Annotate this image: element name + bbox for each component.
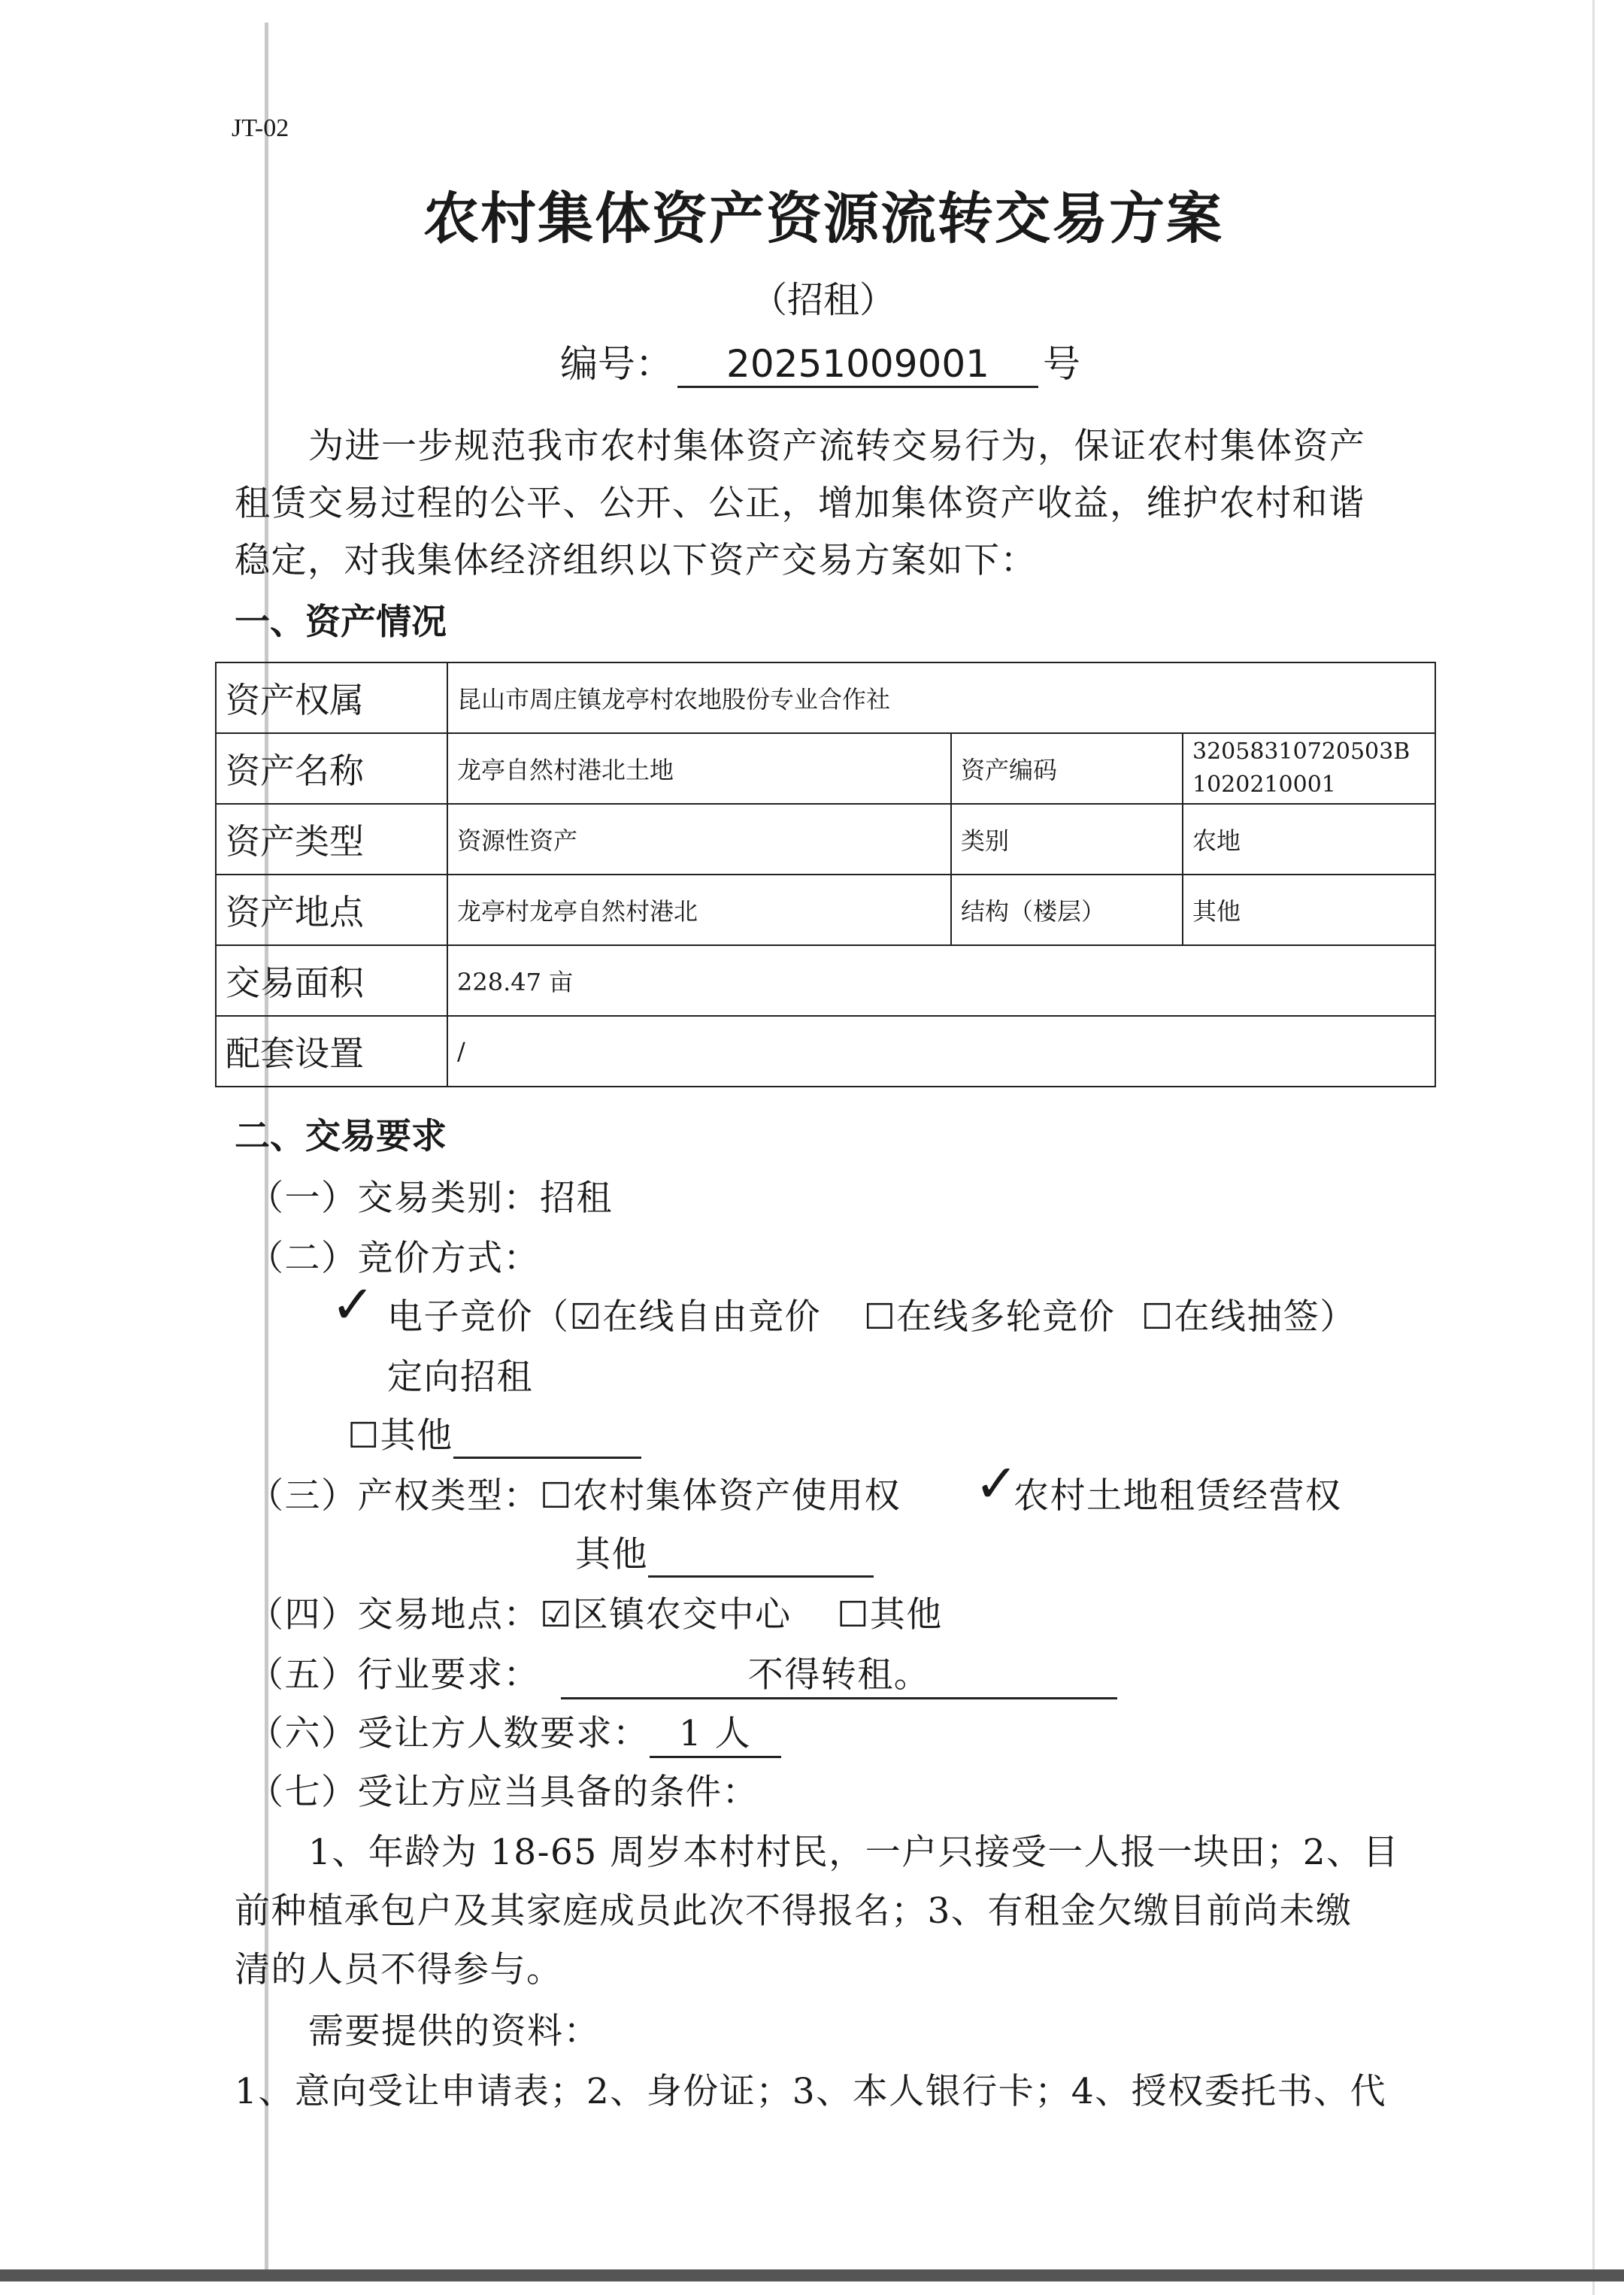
item-6-label: （六）受让方人数要求： [248, 1713, 650, 1754]
lease-right-tick-icon: ✓ [974, 1453, 1019, 1514]
directed-lease-label: 定向招租 [387, 1357, 533, 1398]
item-5-label: （五）行业要求： [248, 1654, 540, 1696]
asset-code-label: 资产编码 [951, 733, 1183, 804]
scan-bottom-edge [0, 2269, 1624, 2281]
owner-value: 昆山市周庄镇龙亭村农地股份专业合作社 [447, 662, 1435, 733]
land-lease-right-label: 农村土地租赁经营权 [1013, 1475, 1342, 1517]
item-2-options [387, 1289, 1356, 1339]
asset-code-line-1: 32058310720503B [1192, 738, 1410, 765]
serial-number-suffix: 号 [1043, 342, 1080, 386]
table-row [216, 804, 1435, 875]
location-label: 资产地点 [216, 875, 447, 945]
category-value: 农地 [1183, 804, 1435, 875]
transferee-count-value: 1 人 [650, 1705, 781, 1758]
multi-round-bid-label: 在线多轮竞价 [896, 1296, 1116, 1338]
section-2-heading: 二、交易要求 [235, 1116, 447, 1157]
intro-line-2: 租赁交易过程的公平、公开、公正，增加集体资产收益，维护农村和谐 [235, 483, 1365, 524]
electronic-bid-label: 电子竞价（ [387, 1296, 570, 1338]
structure-value: 其他 [1183, 875, 1435, 945]
asset-code-line-2: 1020210001 [1192, 772, 1336, 798]
asset-code-value [1183, 733, 1435, 804]
serial-number-value: 20251009001 [677, 342, 1038, 388]
checked-box-icon: ☑ [540, 1594, 573, 1636]
table-row [216, 1016, 1435, 1087]
condition-line-2: 前种植承包户及其家庭成员此次不得报名；3、有租金欠缴目前尚未缴 [235, 1890, 1353, 1932]
electronic-tick-icon: ✓ [331, 1274, 375, 1335]
facility-label: 配套设置 [216, 1016, 447, 1087]
table-row [216, 875, 1435, 945]
asset-name-label: 资产名称 [216, 733, 447, 804]
item-3-label: （三）产权类型： [248, 1475, 540, 1517]
section-1-heading: 一、资产情况 [235, 602, 447, 643]
item-2-other-blank [453, 1415, 641, 1459]
document-code: JT-02 [232, 114, 289, 142]
serial-number-label: 编号： [560, 342, 673, 386]
item-4-other-label: 其他 [869, 1594, 943, 1636]
intro-line-1: 为进一步规范我市农村集体资产流转交易行为，保证农村集体资产 [308, 426, 1366, 467]
condition-line-3: 清的人员不得参与。 [235, 1949, 563, 1990]
item-2-other-label: 其他 [380, 1415, 453, 1457]
serial-number-row [560, 334, 1080, 388]
empty-box-icon: ☐ [863, 1296, 897, 1338]
table-row [216, 733, 1435, 804]
structure-label: 结构（楼层） [951, 875, 1183, 945]
item-4 [248, 1587, 943, 1637]
item-3-other [575, 1526, 874, 1578]
materials-label: 需要提供的资料： [308, 2011, 600, 2052]
owner-label: 资产权属 [216, 662, 447, 733]
asset-name-value: 龙亭自然村港北土地 [447, 733, 951, 804]
town-center-label: 区镇农交中心 [572, 1594, 792, 1636]
free-bid-label: 在线自由竞价 [602, 1296, 822, 1338]
item-2-other [347, 1408, 641, 1459]
asset-type-label: 资产类型 [216, 804, 447, 875]
empty-box-icon: ☐ [540, 1475, 573, 1517]
item-3-other-blank [648, 1534, 874, 1578]
checked-box-icon: ☑ [569, 1296, 603, 1338]
scan-edge-line [1592, 0, 1595, 2295]
materials-line: 1、意向受让申请表；2、身份证；3、本人银行卡；4、授权委托书、代 [235, 2071, 1387, 2112]
area-label: 交易面积 [216, 945, 447, 1016]
collective-use-right-label: 农村集体资产使用权 [572, 1475, 901, 1517]
item-1 [248, 1170, 613, 1220]
item-3 [248, 1468, 901, 1518]
table-row [216, 945, 1435, 1016]
item-5 [248, 1647, 1117, 1699]
item-6 [248, 1705, 781, 1758]
lottery-bid-label: 在线抽签） [1174, 1296, 1356, 1338]
item-1-label: （一）交易类别： [248, 1178, 540, 1219]
location-value: 龙亭村龙亭自然村港北 [447, 875, 951, 945]
condition-line-1: 1、年龄为 18-65 周岁本村村民，一户只接受一人报一块田；2、目 [308, 1832, 1400, 1873]
item-2-label: （二）竞价方式： [248, 1238, 540, 1279]
empty-box-icon: ☐ [837, 1594, 870, 1636]
table-row [216, 662, 1435, 733]
empty-box-icon: ☐ [347, 1415, 380, 1457]
item-3-other-label: 其他 [575, 1534, 648, 1575]
item-1-value: 招租 [540, 1178, 613, 1219]
empty-box-icon: ☐ [1141, 1296, 1174, 1338]
area-value: 228.47 亩 [447, 945, 1435, 1016]
asset-table [215, 662, 1436, 1087]
category-label: 类别 [951, 804, 1183, 875]
industry-requirement-value: 不得转租。 [561, 1647, 1117, 1699]
asset-type-value: 资源性资产 [447, 804, 951, 875]
document-subtitle: （招租） [750, 279, 895, 321]
facility-value: / [447, 1016, 1435, 1087]
document-title: 农村集体资产资源流转交易方案 [423, 186, 1223, 251]
item-7-label: （七）受让方应当具备的条件： [248, 1772, 759, 1813]
intro-line-3: 稳定，对我集体经济组织以下资产交易方案如下： [235, 540, 1037, 581]
item-4-label: （四）交易地点： [248, 1594, 540, 1636]
